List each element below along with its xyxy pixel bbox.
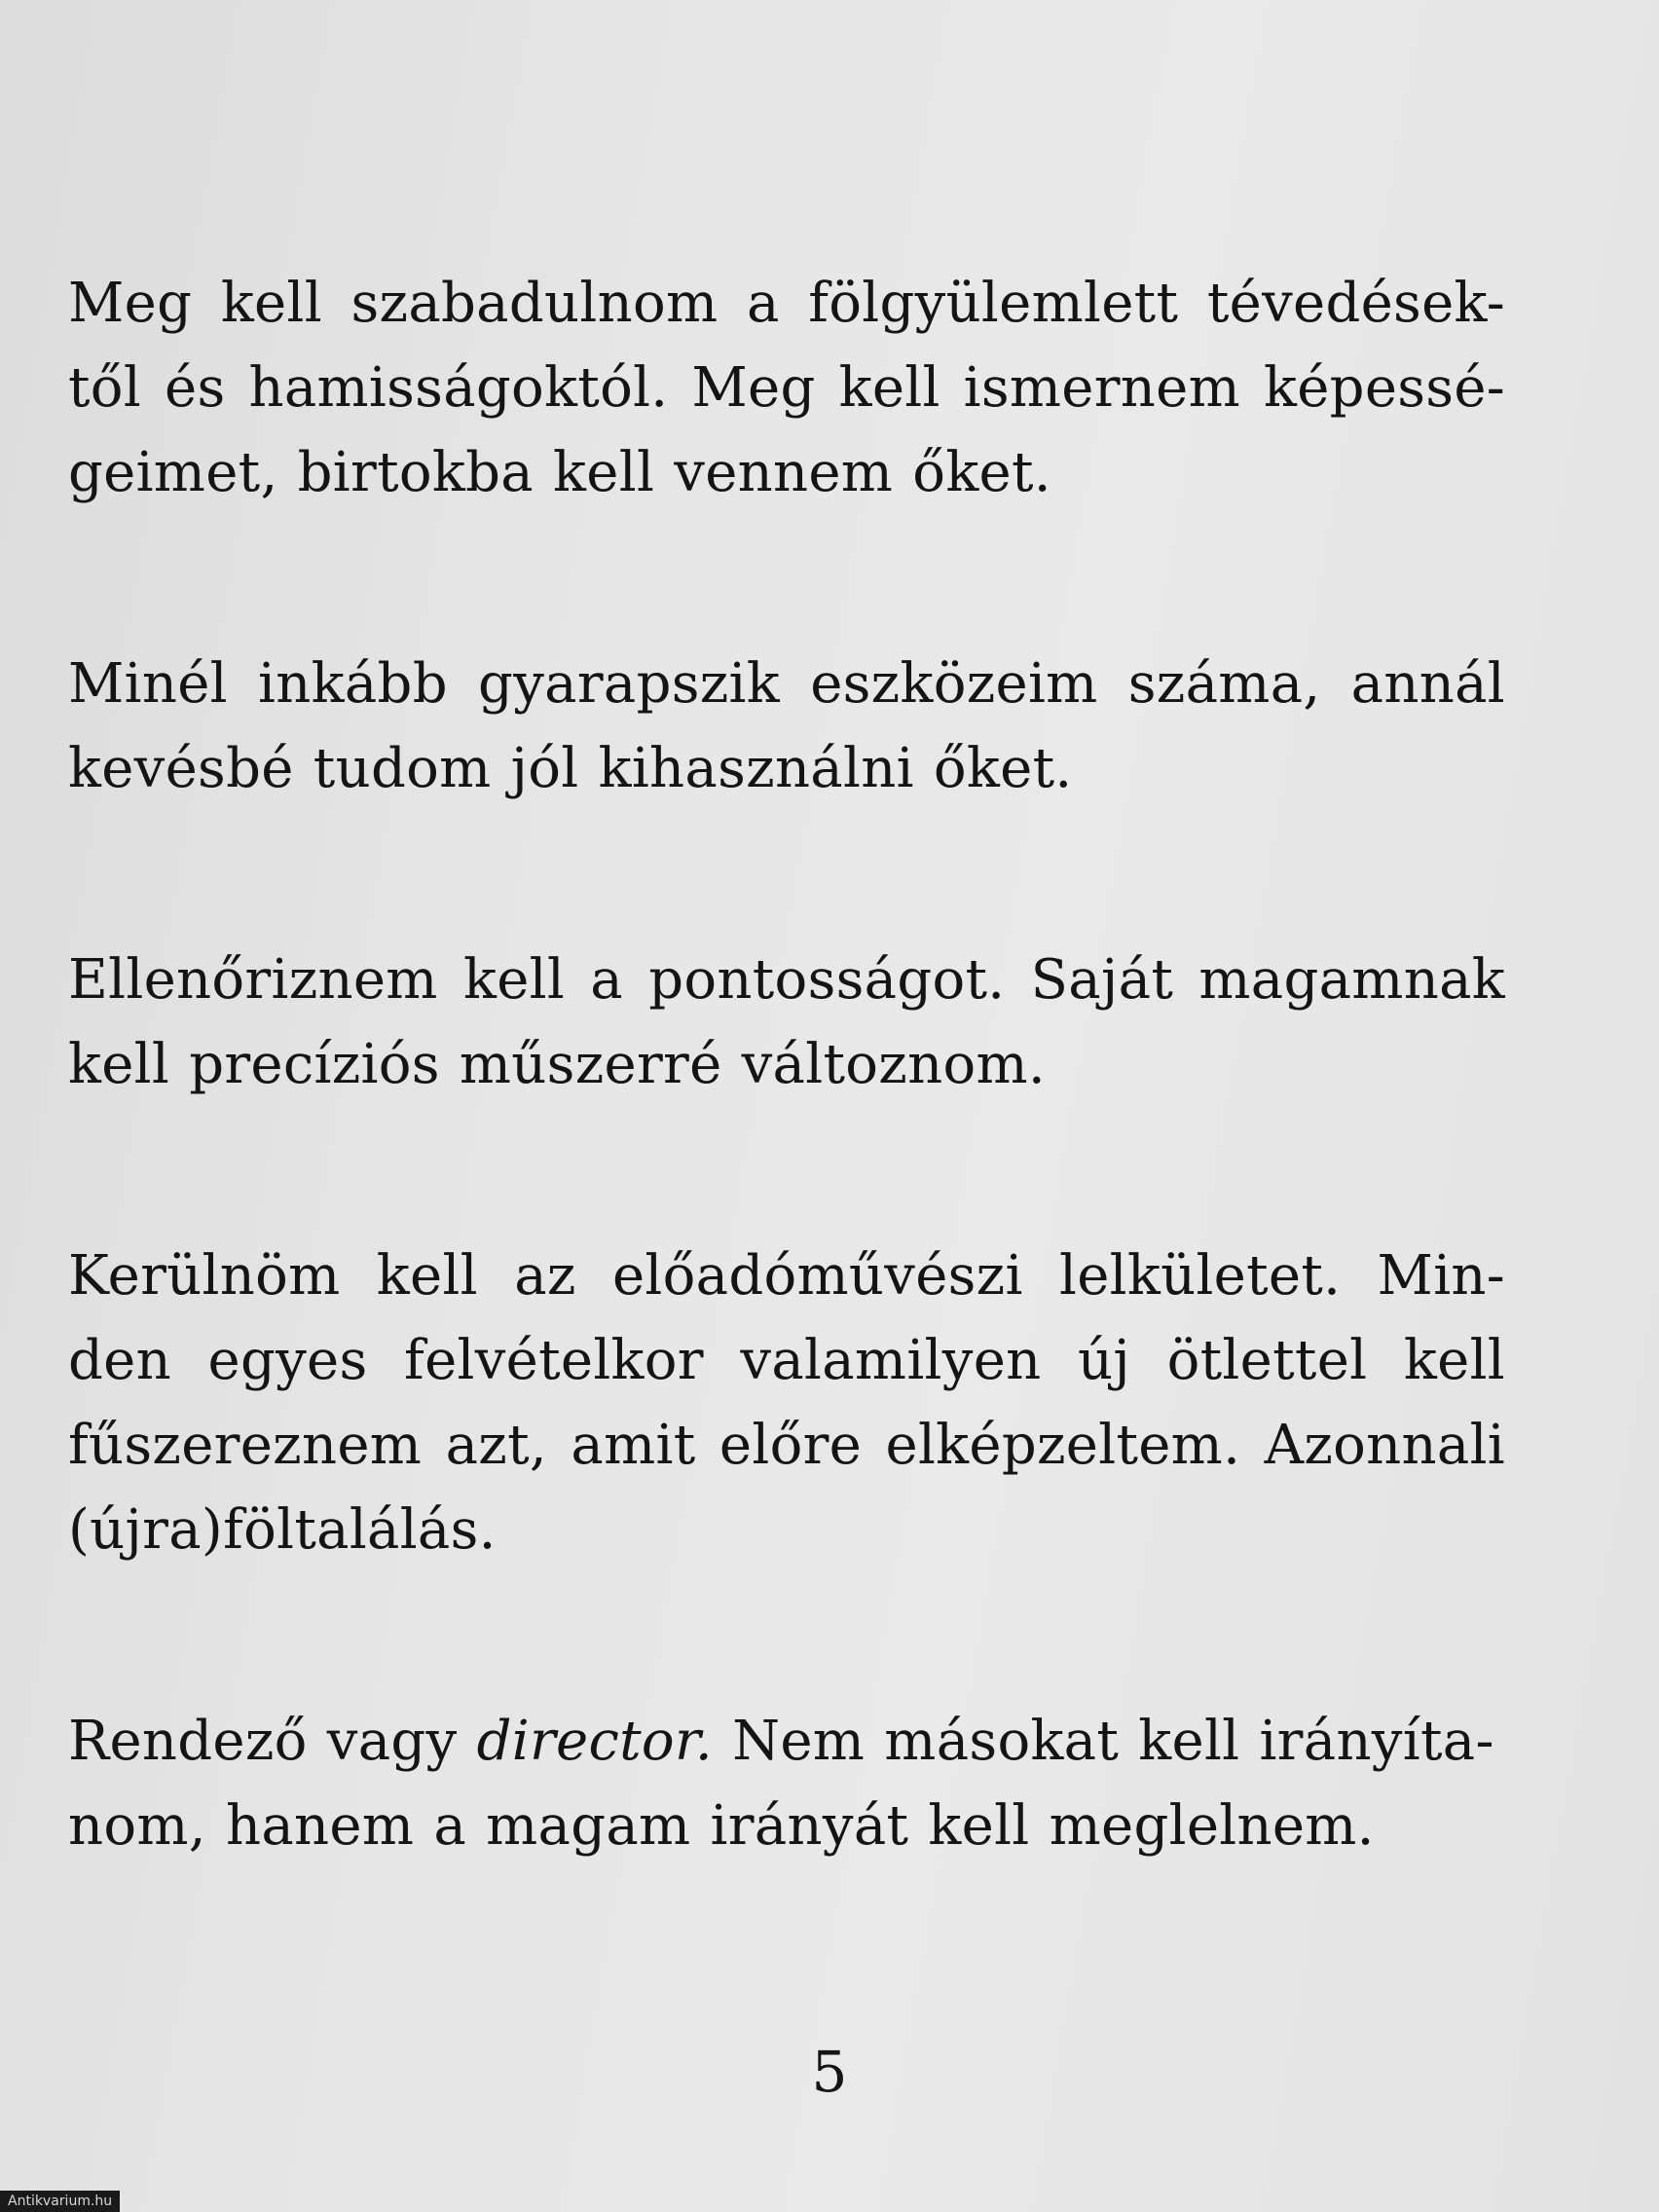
page-number: 5	[811, 2039, 848, 2105]
italic-term: director.	[476, 1710, 713, 1773]
text-line	[68, 1699, 1529, 1784]
text-line: geimet, birtokba kell vennem őket.	[68, 441, 1051, 504]
text-line: től és hamisságoktól. Meg kell ismernem képessé-	[68, 356, 1505, 420]
paragraph-5	[68, 1699, 1529, 1868]
text-line: Meg kell szabadulnom a fölgyülemlett tévedések-	[68, 272, 1505, 335]
text-line: Ellenőriznem kell a pontosságot. Saját magamnak	[68, 948, 1505, 1012]
text-run: Rendező vagy	[68, 1710, 477, 1773]
text-line: den egyes felvételkor valamilyen új ötlettel kell	[68, 1329, 1505, 1392]
paragraph-2	[68, 642, 1529, 811]
text-line: fűszereznem azt, amit előre elképzeltem. Azonnali	[68, 1414, 1505, 1477]
text-line: kell precíziós műszerré változnom.	[68, 1033, 1046, 1096]
text-line: kevésbé tudom jól kihasználni őket.	[68, 737, 1073, 800]
text-run: Nem másokat kell irányíta-	[712, 1710, 1494, 1773]
text-line: Minél inkább gyarapszik eszközeim száma, annál	[68, 652, 1505, 716]
text-line: (újra)föltalálás.	[68, 1498, 497, 1562]
paragraph-1	[68, 261, 1529, 515]
paragraph-3	[68, 938, 1529, 1107]
paragraph-4	[68, 1234, 1529, 1572]
text-line: Kerülnöm kell az előadóművészi lelkületet. Min-	[68, 1244, 1505, 1308]
watermark: Antikvarium.hu	[0, 2191, 120, 2212]
text-line: nom, hanem a magam irányát kell meglelnem.	[68, 1794, 1375, 1858]
page-body	[68, 261, 1529, 1995]
